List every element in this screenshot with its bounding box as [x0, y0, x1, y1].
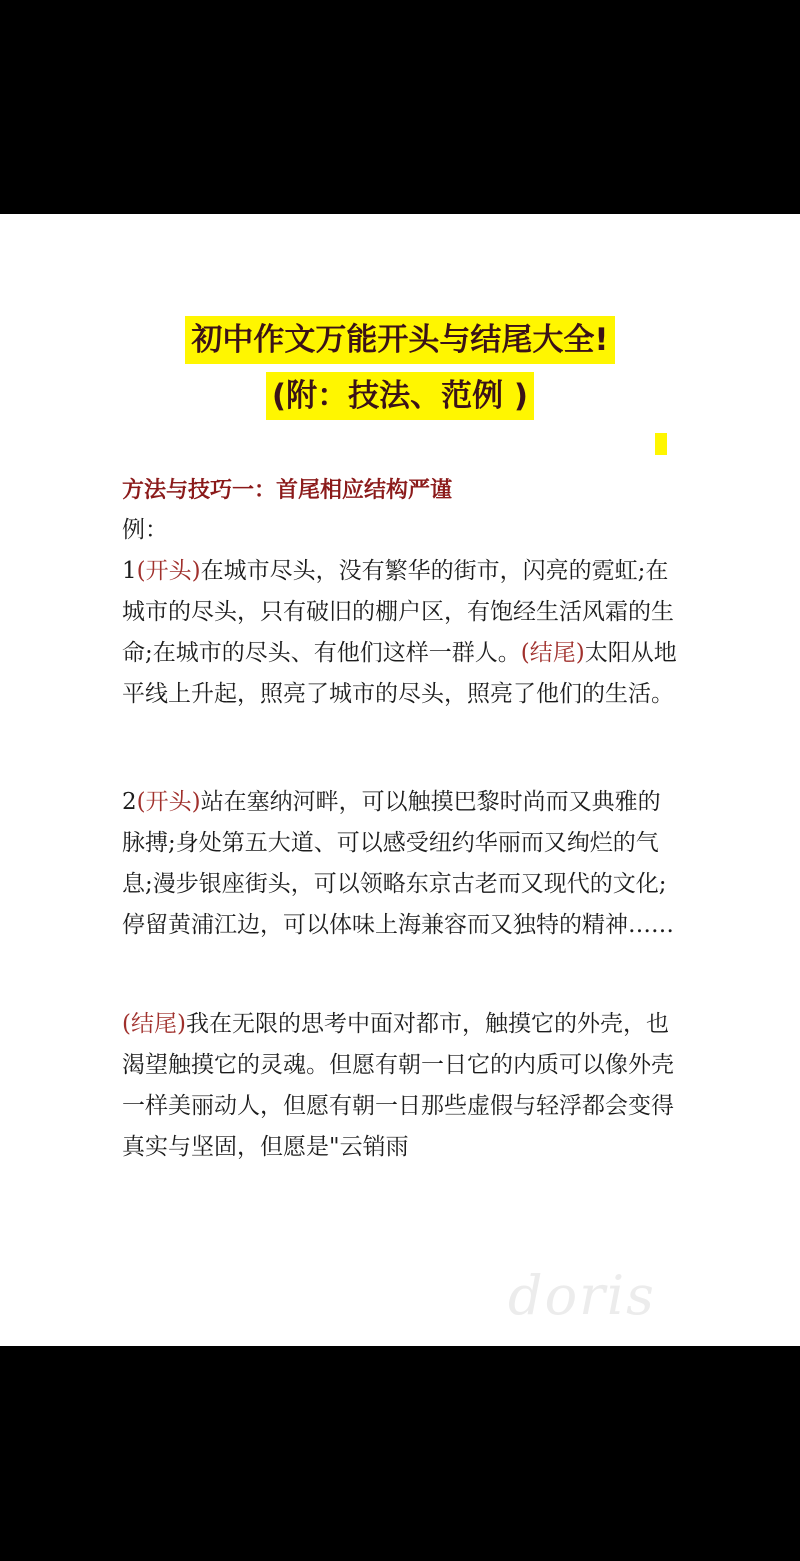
document-page: [0, 214, 800, 1346]
title-line-1: [0, 314, 800, 359]
watermark: doris: [508, 1264, 656, 1327]
example-2-open-text: 站在塞纳河畔，可以触摸巴黎时尚而又典雅的脉搏;身处第五大道、可以感受纽约华丽而又绚烂的气息;漫步银座街头，可以领略东京古老而又现代的文化;停留黄浦江边，可以体味上海兼容而又独特的精神……: [122, 789, 674, 938]
example-1-close-text: 太阳从地平线上升起，照亮了城市的尽头，照亮了他们的生活。: [122, 640, 677, 707]
section-heading: 方法与技巧一：首尾相应结构严谨: [122, 478, 453, 503]
example-2-number: 2: [122, 789, 137, 815]
example-2-open-tag: (开头): [136, 789, 201, 815]
example-1-open-text: 在城市尽头，没有繁华的街市，闪亮的霓虹;在城市的尽头，只有破旧的棚户区，有饱经生活风霜的生命;在城市的尽头、有他们这样一群人。: [122, 558, 674, 666]
example-2-close-text: 我在无限的思考中面对都市，触摸它的外壳，也渴望触摸它的灵魂。但愿有朝一日它的内质可以像外壳一样美丽动人，但愿有朝一日那些虚假与轻浮都会变得真实与坚固，但愿是"云销雨: [122, 1011, 674, 1160]
example-2-opening: [122, 782, 682, 946]
example-1: [122, 551, 682, 715]
example-label: 例：: [122, 517, 168, 543]
example-1-number: 1: [122, 558, 137, 584]
example-1-close-tag: (结尾): [520, 640, 585, 666]
example-1-open-tag: (开头): [136, 558, 201, 584]
title-main: 初中作文万能开头与结尾大全!: [185, 316, 614, 364]
highlight-mark: [655, 433, 667, 455]
title-sub: (附：技法、范例 ): [266, 372, 534, 420]
example-2-close-tag: (结尾): [122, 1011, 186, 1037]
title-line-2: [0, 370, 800, 415]
example-2-ending: [122, 1004, 682, 1168]
